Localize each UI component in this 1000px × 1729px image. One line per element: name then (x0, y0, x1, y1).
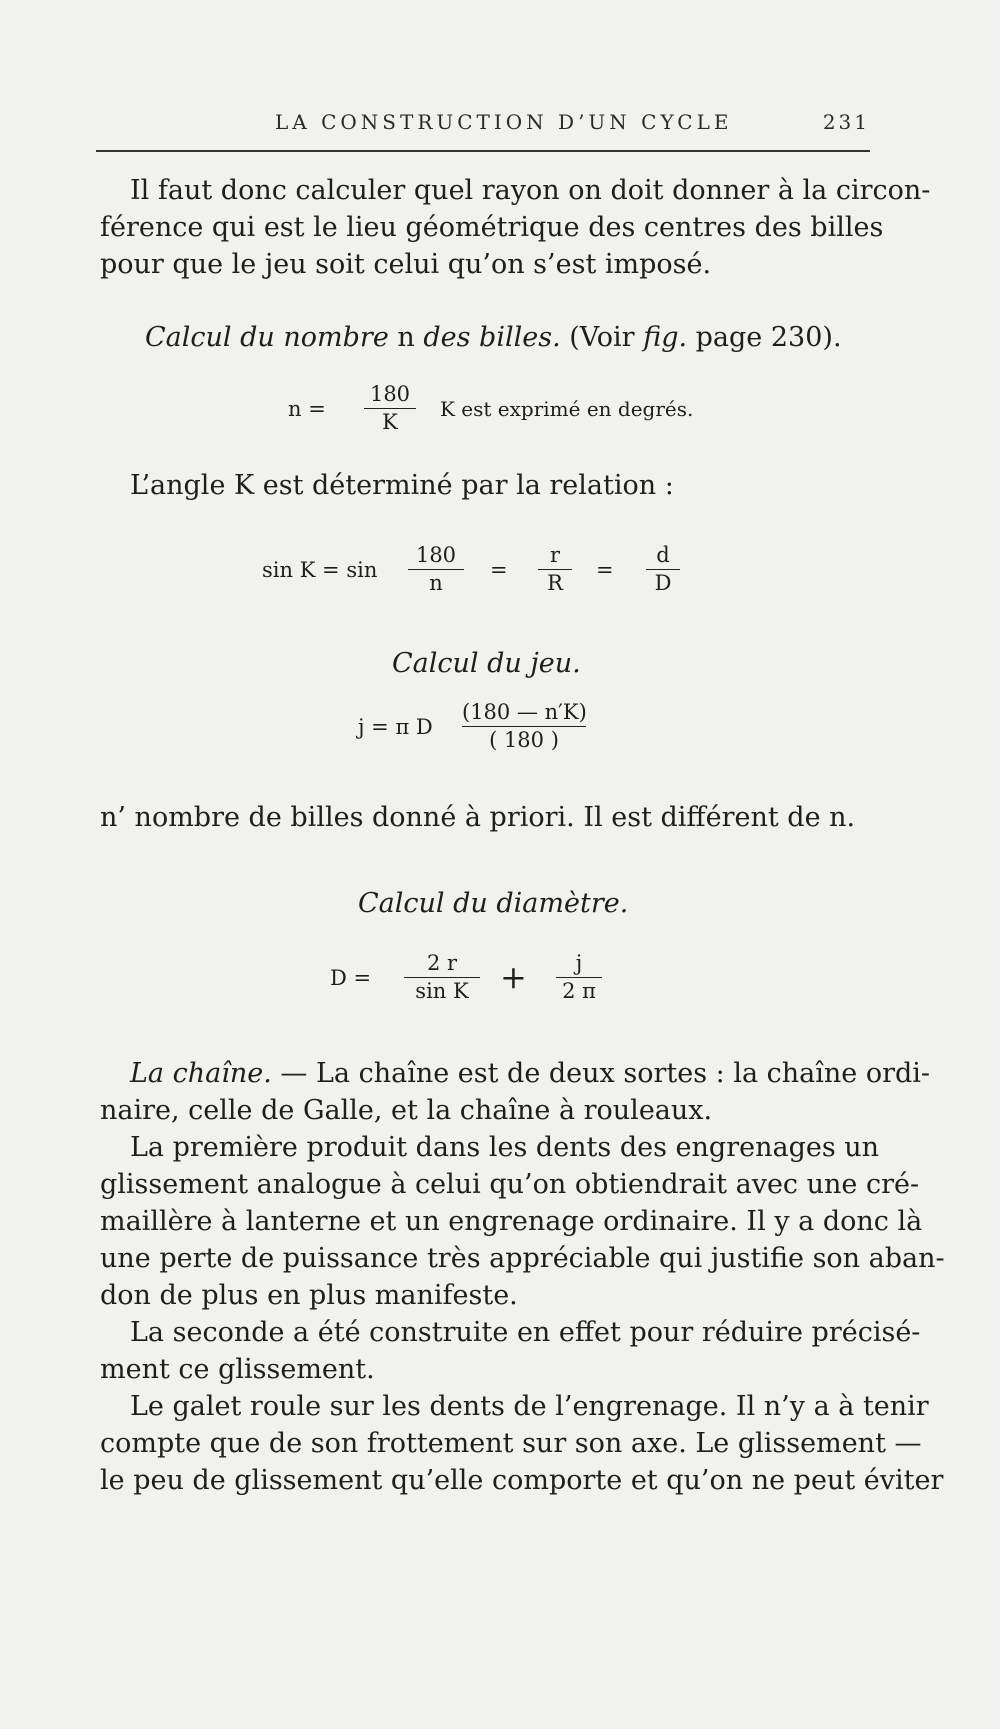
fraction (462, 700, 586, 752)
formula-lhs: j = π D (358, 715, 433, 739)
formula-note: K est exprimé en degrés. (440, 397, 694, 421)
text-line: une perte de puissance très appréciable qui justifie son aban- (100, 1243, 945, 1274)
paragraph-label: La chaîne. (130, 1058, 272, 1089)
numerator: d (656, 543, 670, 567)
heading-italic: fig. (643, 322, 688, 353)
text-line: Il faut donc calculer quel rayon on doit donner à la circon- (130, 175, 931, 206)
formula-lhs: sin K = sin (262, 558, 378, 582)
denominator: R (547, 571, 563, 595)
text-line: maillère à lanterne et un engrenage ordinaire. Il y a donc là (100, 1206, 923, 1237)
denominator: 2 π (562, 979, 596, 1003)
nprime-sentence: n’ nombre de billes donné à priori. Il est différent de n. (100, 802, 856, 833)
heading-text: page 230). (687, 322, 842, 353)
denominator: ( 180 ) (489, 728, 559, 752)
fraction (538, 543, 572, 595)
denominator: sin K (415, 979, 469, 1003)
numerator: r (549, 543, 561, 567)
fraction (646, 543, 680, 595)
denominator: K (382, 410, 398, 434)
text-run: — La chaîne est de deux sortes : la chaîne ordi- (271, 1058, 931, 1089)
fraction (556, 951, 602, 1003)
intro-paragraph (100, 172, 931, 283)
numerator: 180 (415, 543, 457, 567)
text-line: La première produit dans les dents des engrenages un (130, 1132, 880, 1163)
text-line: le peu de glissement qu’elle comporte et qu’on ne peut éviter (100, 1465, 944, 1496)
text-line: férence qui est le lieu géométrique des centres des billes (100, 212, 884, 243)
fraction (404, 951, 480, 1003)
running-title: LA CONSTRUCTION D’UN CYCLE (275, 110, 733, 134)
text-line: La seconde a été construite en effet pour réduire précisé- (130, 1317, 921, 1348)
text-line: ment ce glissement. (100, 1354, 375, 1385)
heading-italic: Calcul du jeu. (392, 648, 581, 679)
heading-italic: des billes. (414, 322, 561, 353)
numerator: j (575, 951, 583, 975)
text-line: glissement analogue à celui qu’on obtiendrait avec une cré- (100, 1169, 920, 1200)
equals-sign: = (490, 558, 508, 582)
numerator: 2 r (426, 951, 458, 975)
numerator: 180 (369, 382, 411, 406)
section-heading-billes (145, 322, 842, 353)
running-header (100, 110, 870, 138)
text-line (100, 1055, 931, 1092)
formula-lhs: n = (288, 397, 326, 421)
text-line: pour que le jeu soit celui qu’on s’est imposé. (100, 249, 712, 280)
text-line: compte que de son frottement sur son axe. Le glissement — (100, 1428, 922, 1459)
heading-variable: n (397, 322, 415, 353)
numerator: (180 — n′K) (462, 700, 587, 724)
equals-sign: = (596, 558, 614, 582)
heading-italic: Calcul du diamètre. (358, 888, 629, 919)
denominator: D (654, 571, 672, 595)
section-heading-diametre (358, 888, 628, 919)
text-line: don de plus en plus manifeste. (100, 1280, 518, 1311)
fraction (408, 543, 464, 595)
formula-lhs: D = (330, 966, 372, 990)
header-rule (96, 150, 870, 152)
chaine-paragraph (100, 1055, 945, 1499)
heading-text: (Voir (560, 322, 644, 353)
angle-sentence: L’angle K est déterminé par la relation : (130, 470, 674, 501)
text-line: Le galet roule sur les dents de l’engrenage. Il n’y a à tenir (130, 1391, 929, 1422)
heading-italic: Calcul du nombre (145, 322, 398, 353)
text-line: naire, celle de Galle, et la chaîne à rouleaux. (100, 1095, 713, 1126)
section-heading-jeu (392, 648, 581, 679)
denominator: n (429, 571, 443, 595)
fraction (364, 382, 416, 434)
plus-sign: + (500, 958, 527, 996)
page-number: 231 (822, 110, 870, 134)
